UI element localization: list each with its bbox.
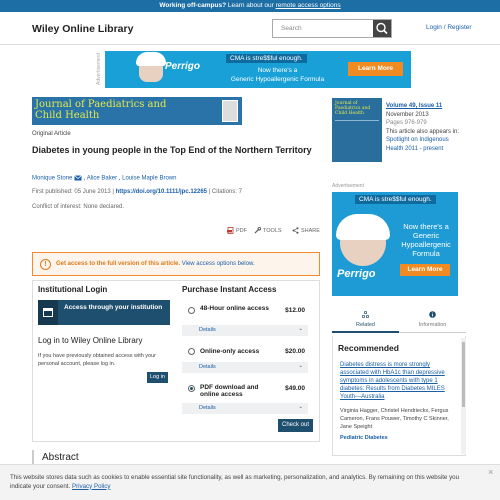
author-separator: , [118, 175, 121, 182]
institution-access-label: Access through your institution [64, 304, 163, 311]
side-advertisement[interactable] [332, 192, 458, 296]
citations-count[interactable]: Citations: 7 [211, 189, 242, 195]
first-published-label: First published: [32, 189, 75, 195]
privacy-policy-link[interactable]: Privacy Policy [71, 482, 111, 490]
institution-icon [38, 300, 58, 325]
info-icon: ! [40, 259, 51, 270]
share-icon [292, 227, 299, 234]
ad-label: Advertisement [95, 53, 102, 85]
option-price: $20.00 [285, 348, 305, 355]
chevron-down-icon: ⌄ [298, 363, 303, 369]
journal-banner[interactable] [32, 97, 242, 125]
radio-48h[interactable] [188, 307, 195, 314]
issue-link[interactable]: Volume 49, Issue 11 [386, 103, 443, 109]
recommended-scrollbar[interactable] [461, 338, 466, 454]
author-list [32, 175, 176, 182]
site-header [0, 12, 500, 45]
issue-date: November 2013 [386, 111, 429, 118]
radio-pdf[interactable] [188, 385, 195, 392]
institution-access-button[interactable] [38, 300, 170, 325]
off-campus-label: Working off-campus? [159, 2, 227, 9]
search-icon [373, 20, 391, 37]
checkout-button[interactable]: Check out [278, 419, 313, 432]
option-price: $49.00 [285, 385, 305, 392]
author-link[interactable]: Monique Stone [32, 175, 73, 182]
side-ad-body: Now there's a Generic Hypoallergenic Formula [401, 222, 451, 258]
cover-title-line2: Child Health [335, 111, 364, 116]
journal-title [35, 99, 166, 121]
recommended-authors: Virginia Hagger, Christel Hendrieckx, Fergus Cameron, Frans Pouwer, Timothy C Skinner, Jane Speight [340, 408, 449, 430]
info-icon [429, 311, 436, 318]
share-button[interactable] [292, 227, 320, 234]
wrench-icon [254, 227, 261, 234]
pdf-button[interactable] [227, 227, 247, 234]
login-register-link[interactable]: Login / Register [426, 24, 472, 31]
perrigo-logo: Perrigo [165, 61, 201, 72]
pdf-icon [227, 227, 234, 234]
article-type: Original Article [32, 131, 71, 137]
baby-hat-image [336, 214, 390, 240]
cookie-message: This website stores data such as cookies to enable essential site functionality, as well as marketing, personalization, and analytics. By remaining on this website you indicate your consent. [10, 474, 460, 490]
cookie-text [10, 474, 480, 491]
option-price: $12.00 [285, 307, 305, 314]
purchase-heading: Purchase Instant Access [182, 285, 277, 294]
publication-meta [32, 189, 242, 195]
side-ad-headline: CMA is stre$$ful enough. [355, 195, 436, 204]
author-separator: , [83, 175, 86, 182]
first-published-date: 05 June 2013 [74, 189, 111, 195]
author-link[interactable]: Alice Baker [86, 175, 118, 182]
issue-info [386, 102, 466, 153]
institutional-login-heading: Institutional Login [38, 285, 108, 294]
login-description: If you have previously obtained access with your personal account, please log in. [38, 353, 157, 367]
meta-separator: | [112, 189, 114, 195]
recommended-heading: Recommended [338, 343, 399, 353]
chevron-down-icon: ⌄ [298, 404, 303, 410]
perrigo-logo: Perrigo [337, 268, 376, 280]
meta-separator: | [208, 189, 211, 195]
access-notice [32, 252, 320, 276]
access-notice-text [56, 261, 255, 267]
tab-information-label: Information [418, 322, 447, 328]
tab-related[interactable] [332, 307, 399, 333]
ad-body-line2: Generic Hypoallergenic Formula [230, 76, 325, 83]
remote-access-link[interactable]: remote access options [275, 2, 341, 9]
related-icon [362, 311, 369, 318]
view-access-options-link[interactable]: View access options below. [181, 261, 255, 267]
article-title: Diabetes in young people in the Top End of the Northern Territory [32, 145, 312, 155]
cover-title-line1: Journal of Paediatrics and [335, 101, 371, 111]
author-link[interactable]: Louise Maple Brown [122, 175, 177, 182]
option-name: PDF download and online access [200, 384, 259, 398]
off-campus-text: Learn about our [226, 2, 276, 9]
sidebar-tabs [332, 307, 466, 333]
tools-label: TOOLS [263, 227, 282, 234]
issue-pages: Pages 976-979 [386, 120, 427, 126]
learn-more-button[interactable]: Learn More [348, 62, 403, 76]
scrollbar-thumb[interactable] [462, 342, 465, 407]
share-label: SHARE [301, 227, 320, 234]
option-details-toggle[interactable] [182, 325, 308, 336]
email-icon[interactable] [74, 175, 82, 181]
cover-title [335, 101, 382, 116]
log-in-button[interactable]: Log in [147, 372, 168, 383]
top-advertisement[interactable] [95, 51, 411, 88]
ad-headline: CMA is stre$$ful enough. [226, 54, 307, 63]
pdf-label: PDF [236, 227, 247, 234]
abstract-heading: Abstract [42, 452, 79, 463]
tab-information[interactable] [399, 307, 466, 333]
search-placeholder: Search [281, 25, 302, 32]
option-name: Online-only access [200, 348, 260, 355]
ad-body [225, 66, 330, 84]
conflict-of-interest: Conflict of interest: None declared. [32, 204, 125, 210]
option-details-toggle[interactable] [182, 362, 308, 373]
journal-cover[interactable] [332, 98, 382, 162]
baby-hat-image [136, 52, 166, 66]
also-appears-label: This article also appears in: [386, 128, 460, 135]
chevron-down-icon: ⌄ [298, 326, 303, 332]
login-heading: Log in to Wiley Online Library [38, 336, 143, 345]
cookie-banner [0, 464, 500, 500]
journal-title-line1: Journal of Paediatrics and [35, 99, 167, 110]
details-label: Details [199, 405, 216, 411]
search-input[interactable] [272, 19, 392, 38]
details-label: Details [199, 364, 216, 370]
wiley-logo[interactable]: Wiley Online Library [32, 23, 134, 35]
society-crest-icon [222, 100, 238, 122]
option-details-toggle[interactable] [182, 403, 308, 414]
tools-button[interactable] [254, 227, 282, 234]
off-campus-banner [0, 0, 500, 12]
recommended-article-link[interactable]: Diabetes distress is more strongly associated with HbA1c than depressive symptoms in adolescents with type 1 diabetes: Results from Diabetes MILES Youth—Australia [340, 362, 445, 400]
doi-link[interactable]: https://doi.org/10.1111/jpc.12265 [115, 189, 208, 195]
access-notice-bold: Get access to the full version of this article. [56, 261, 181, 267]
side-ad-label: Advertisement [332, 183, 364, 189]
recommended-journal-link[interactable]: Pediatric Diabetes [340, 435, 388, 441]
radio-online[interactable] [188, 348, 195, 355]
side-learn-more-button[interactable]: Learn More [400, 264, 450, 276]
special-issue-link[interactable]: Spotlight on Indigenous Health 2011 - present [386, 137, 449, 152]
cover-rule [335, 120, 379, 121]
close-icon[interactable]: × [488, 467, 494, 477]
search-button[interactable] [373, 20, 391, 37]
details-label: Details [199, 327, 216, 333]
abstract-divider [32, 450, 34, 464]
tab-related-label: Related [356, 322, 375, 328]
ad-body-line1: Now there's a [257, 67, 298, 74]
journal-title-line2: Child Health [35, 110, 100, 121]
option-name: 48-Hour online access [200, 305, 269, 312]
